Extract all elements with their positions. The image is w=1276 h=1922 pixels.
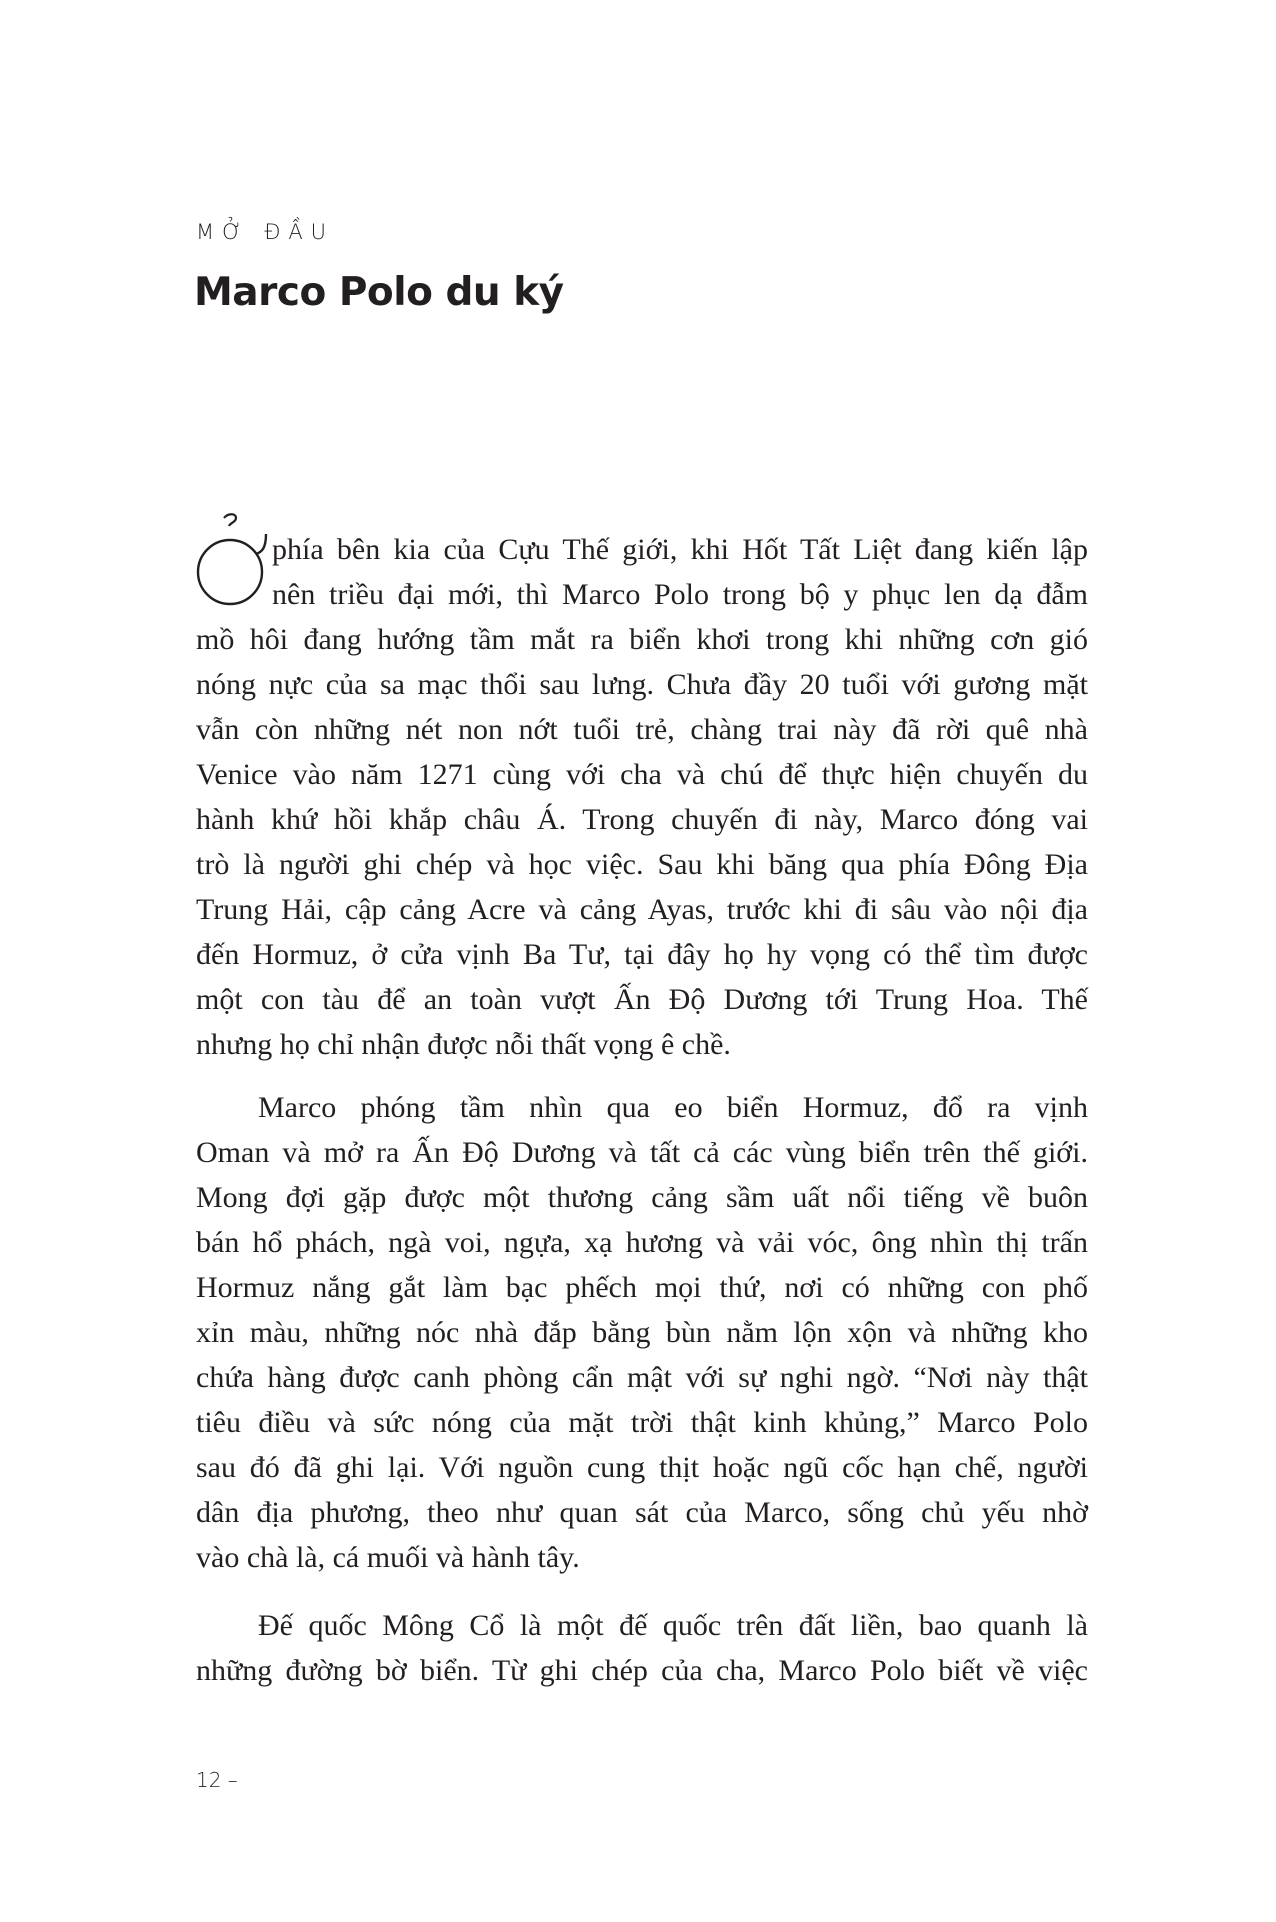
text-line: những đường bờ biển. Từ ghi chép của cha, Marco Polo biết về việc <box>196 1654 1088 1687</box>
text-line: Mong đợi gặp được một thương cảng sầm uất nổi tiếng về buôn <box>196 1181 1088 1214</box>
text-line: nhưng họ chỉ nhận được nỗi thất vọng ê chề. <box>196 1028 731 1061</box>
text-line: đến Hormuz, ở cửa vịnh Ba Tư, tại đây họ hy vọng có thể tìm được <box>196 938 1088 971</box>
text-line: hành khứ hồi khắp châu Á. Trong chuyến đi này, Marco đóng vai <box>196 803 1088 836</box>
page-number: 12 – <box>196 1768 238 1792</box>
text-line: xỉn màu, những nóc nhà đắp bằng bùn nằm lộn xộn và những kho <box>196 1316 1088 1349</box>
text-line: Trung Hải, cập cảng Acre và cảng Ayas, trước khi đi sâu vào nội địa <box>196 893 1088 926</box>
text-line: vào chà là, cá muối và hành tây. <box>196 1541 580 1574</box>
text-line: Marco phóng tầm nhìn qua eo biển Hormuz, đổ ra vịnh <box>258 1091 1088 1124</box>
text-line: nên triều đại mới, thì Marco Polo trong bộ y phục len dạ đẫm <box>272 578 1088 611</box>
text-line: Oman và mở ra Ấn Độ Dương và tất cả các vùng biển trên thế giới. <box>196 1136 1088 1169</box>
text-line: Venice vào năm 1271 cùng với cha và chú để thực hiện chuyến du <box>196 758 1088 791</box>
text-line: tiêu điều và sức nóng của mặt trời thật kinh khủng,” Marco Polo <box>196 1406 1088 1439</box>
text-line: Đế quốc Mông Cổ là một đế quốc trên đất liền, bao quanh là <box>258 1609 1088 1642</box>
text-line: Hormuz nắng gắt làm bạc phếch mọi thứ, nơi có những con phố <box>196 1271 1088 1304</box>
text-line: vẫn còn những nét non nớt tuổi trẻ, chàng trai này đã rời quê nhà <box>196 713 1088 746</box>
text-line: phía bên kia của Cựu Thế giới, khi Hốt Tất Liệt đang kiến lập <box>272 533 1088 566</box>
text-line: mồ hôi đang hướng tầm mắt ra biển khơi trong khi những cơn gió <box>196 623 1088 656</box>
text-line: trò là người ghi chép và học việc. Sau khi băng qua phía Đông Địa <box>196 848 1088 881</box>
text-line: nóng nực của sa mạc thổi sau lưng. Chưa đầy 20 tuổi với gương mặt <box>196 668 1088 701</box>
text-line: bán hổ phách, ngà voi, ngựa, xạ hương và vải vóc, ông nhìn thị trấn <box>196 1226 1088 1259</box>
chapter-label: MỞ ĐẦU <box>196 220 335 244</box>
text-line: sau đó đã ghi lại. Với nguồn cung thịt hoặc ngũ cốc hạn chế, người <box>196 1451 1088 1484</box>
text-line: dân địa phương, theo như quan sát của Marco, sống chủ yếu nhờ <box>196 1496 1088 1529</box>
chapter-title: Marco Polo du ký <box>194 270 564 315</box>
text-line: chứa hàng được canh phòng cẩn mật với sự nghi ngờ. “Nơi này thật <box>196 1361 1088 1394</box>
text-line: một con tàu để an toàn vượt Ấn Độ Dương tới Trung Hoa. Thế <box>196 983 1088 1016</box>
drop-cap-letter <box>196 510 270 610</box>
